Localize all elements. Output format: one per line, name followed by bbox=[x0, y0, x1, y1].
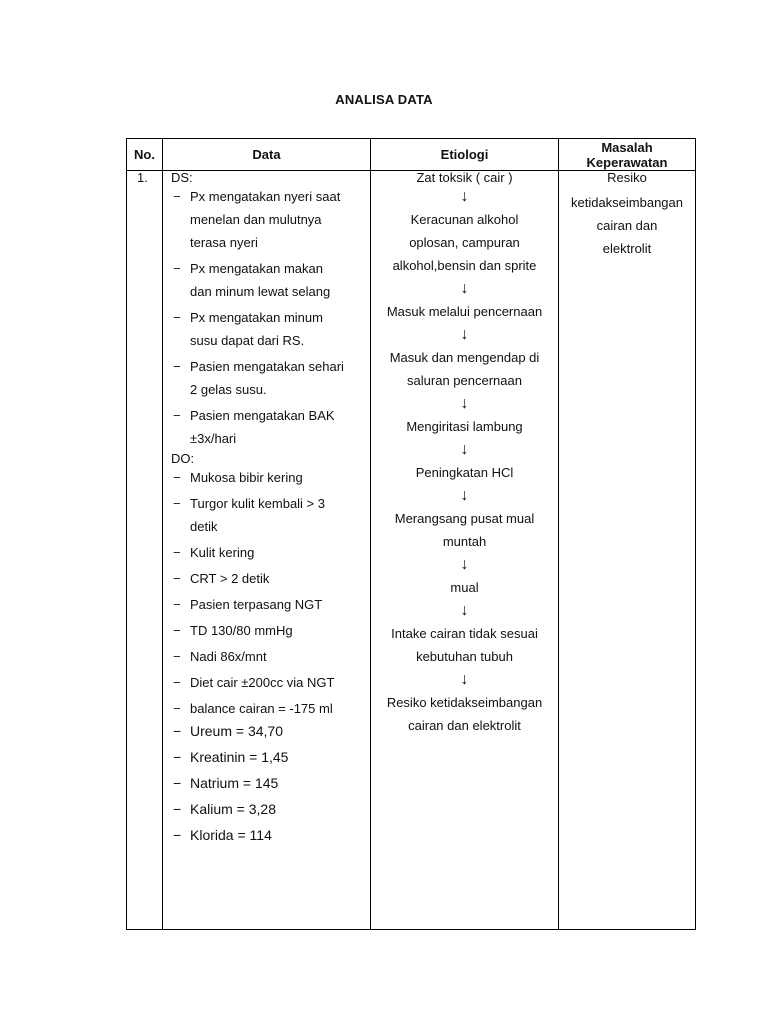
cell-no bbox=[127, 171, 163, 930]
down-arrow-icon: ↓ bbox=[460, 487, 469, 504]
do-list bbox=[171, 466, 370, 720]
list-item bbox=[171, 798, 370, 821]
ds-item-text: Px mengatakan makan bbox=[190, 261, 323, 276]
list-item bbox=[171, 619, 370, 642]
etiologi-step-text: Merangsang pusat mual bbox=[394, 511, 535, 526]
dash-bullet: − bbox=[173, 701, 181, 716]
list-item bbox=[171, 541, 370, 564]
masalah-text: elektrolit bbox=[602, 241, 652, 256]
do-item-text: CRT > 2 detik bbox=[190, 571, 270, 586]
dash-bullet: − bbox=[173, 801, 182, 817]
header-no: No. bbox=[127, 139, 163, 171]
list-item bbox=[171, 645, 370, 668]
do-item-text: balance cairan = -175 ml bbox=[190, 701, 333, 716]
ds-item-text: ±3x/hari bbox=[190, 431, 237, 446]
dash-bullet: − bbox=[173, 470, 181, 485]
dash-bullet: − bbox=[173, 675, 181, 690]
do-item-text: Mukosa bibir kering bbox=[190, 470, 303, 485]
ds-item-text: terasa nyeri bbox=[190, 235, 258, 250]
list-item bbox=[171, 466, 370, 489]
masalah-text: ketidakseimbangan bbox=[570, 195, 684, 210]
etiologi-step-text: oplosan, campuran bbox=[409, 235, 520, 250]
dash-bullet: − bbox=[173, 649, 181, 664]
etiologi-step-text: muntah bbox=[442, 534, 487, 549]
list-item bbox=[171, 567, 370, 590]
down-arrow-icon: ↓ bbox=[460, 280, 469, 297]
list-item bbox=[171, 671, 370, 694]
dash-bullet: − bbox=[173, 749, 182, 765]
down-arrow-icon: ↓ bbox=[460, 441, 469, 458]
dash-bullet: − bbox=[173, 827, 182, 843]
etiologi-step-text: cairan dan elektrolit bbox=[408, 718, 521, 733]
dash-bullet: − bbox=[173, 310, 181, 325]
header-data: Data bbox=[163, 139, 371, 171]
etiologi-step-text: alkohol,bensin dan sprite bbox=[392, 258, 537, 273]
cell-etiologi bbox=[371, 171, 559, 930]
down-arrow-icon: ↓ bbox=[460, 188, 469, 205]
dash-bullet: − bbox=[173, 571, 181, 586]
ds-item-text: 2 gelas susu. bbox=[190, 382, 267, 397]
list-item bbox=[171, 746, 370, 769]
etiologi-step-text: saluran pencernaan bbox=[407, 373, 522, 388]
dash-bullet: − bbox=[173, 623, 181, 638]
list-item bbox=[171, 306, 370, 352]
etiologi-step-text: mual bbox=[450, 580, 479, 595]
do-item-text: detik bbox=[190, 519, 218, 534]
ds-item-text: susu dapat dari RS. bbox=[190, 333, 305, 348]
ds-label: DS: bbox=[171, 170, 193, 185]
etiologi-step-text: Zat toksik ( cair ) bbox=[416, 170, 513, 185]
etiologi-step-text: Peningkatan HCl bbox=[415, 465, 514, 480]
etiologi-step-text: Resiko ketidakseimbangan bbox=[386, 695, 543, 710]
cell-data bbox=[163, 171, 371, 930]
header-masalah bbox=[559, 139, 696, 171]
lab-item-text: Kalium = 3,28 bbox=[190, 801, 276, 817]
cell-masalah bbox=[559, 171, 696, 930]
list-item bbox=[171, 720, 370, 743]
row-number: 1. bbox=[137, 170, 148, 185]
table-header-row bbox=[127, 139, 696, 171]
ds-item-text: Pasien mengatakan BAK bbox=[190, 408, 335, 423]
header-masalah-line2: Keperawatan bbox=[586, 154, 668, 170]
lab-list bbox=[171, 720, 370, 847]
ds-item-text: Pasien mengatakan sehari bbox=[190, 359, 344, 374]
list-item bbox=[171, 355, 370, 401]
dash-bullet: − bbox=[173, 359, 181, 374]
ds-item-text: Px mengatakan nyeri saat bbox=[190, 189, 341, 204]
dash-bullet: − bbox=[173, 408, 181, 423]
lab-item-text: Ureum = 34,70 bbox=[190, 723, 283, 739]
list-item bbox=[171, 824, 370, 847]
list-item bbox=[171, 185, 370, 254]
etiologi-step-text: Mengiritasi lambung bbox=[406, 419, 523, 434]
etiologi-step-text: Intake cairan tidak sesuai bbox=[391, 626, 538, 641]
list-item bbox=[171, 257, 370, 303]
dash-bullet: − bbox=[173, 545, 181, 560]
etiologi-step-text: kebutuhan tubuh bbox=[416, 649, 513, 664]
lab-item-text: Klorida = 114 bbox=[190, 827, 272, 843]
down-arrow-icon: ↓ bbox=[460, 395, 469, 412]
do-item-text: Nadi 86x/mnt bbox=[190, 649, 267, 664]
dash-bullet: − bbox=[173, 775, 182, 791]
dash-bullet: − bbox=[173, 261, 181, 276]
do-item-text: Kulit kering bbox=[190, 545, 255, 560]
down-arrow-icon: ↓ bbox=[460, 602, 469, 619]
etiologi-step-text: Keracunan alkohol bbox=[410, 212, 519, 227]
dash-bullet: − bbox=[173, 496, 181, 511]
down-arrow-icon: ↓ bbox=[460, 671, 469, 688]
down-arrow-icon: ↓ bbox=[460, 326, 469, 343]
etiologi-step-text: Masuk melalui pencernaan bbox=[386, 304, 543, 319]
dash-bullet: − bbox=[173, 723, 182, 739]
ds-item-text: Px mengatakan minum bbox=[190, 310, 323, 325]
ds-item-text: menelan dan mulutnya bbox=[190, 212, 322, 227]
masalah-text: Resiko bbox=[607, 170, 647, 185]
do-item-text: Turgor kulit kembali > 3 bbox=[190, 496, 325, 511]
document-title: ANALISA DATA bbox=[335, 92, 433, 107]
masalah-text: cairan dan bbox=[596, 218, 658, 233]
do-label: DO: bbox=[171, 451, 195, 466]
list-item bbox=[171, 593, 370, 616]
lab-item-text: Kreatinin = 1,45 bbox=[190, 749, 289, 765]
header-masalah-line1: Masalah bbox=[601, 139, 653, 155]
ds-item-text: dan minum lewat selang bbox=[190, 284, 331, 299]
do-item-text: Diet cair ±200cc via NGT bbox=[190, 675, 335, 690]
header-etiologi: Etiologi bbox=[371, 139, 559, 171]
list-item bbox=[171, 404, 370, 450]
list-item bbox=[171, 772, 370, 795]
do-item-text: TD 130/80 mmHg bbox=[190, 623, 293, 638]
do-item-text: Pasien terpasang NGT bbox=[190, 597, 323, 612]
lab-item-text: Natrium = 145 bbox=[190, 775, 279, 791]
dash-bullet: − bbox=[173, 189, 181, 204]
analysis-table bbox=[126, 138, 696, 930]
down-arrow-icon: ↓ bbox=[460, 556, 469, 573]
etiologi-step-text: Masuk dan mengendap di bbox=[389, 350, 540, 365]
table-row bbox=[127, 171, 696, 930]
dash-bullet: − bbox=[173, 597, 181, 612]
list-item bbox=[171, 697, 370, 720]
ds-list bbox=[171, 185, 370, 450]
list-item bbox=[171, 492, 370, 538]
